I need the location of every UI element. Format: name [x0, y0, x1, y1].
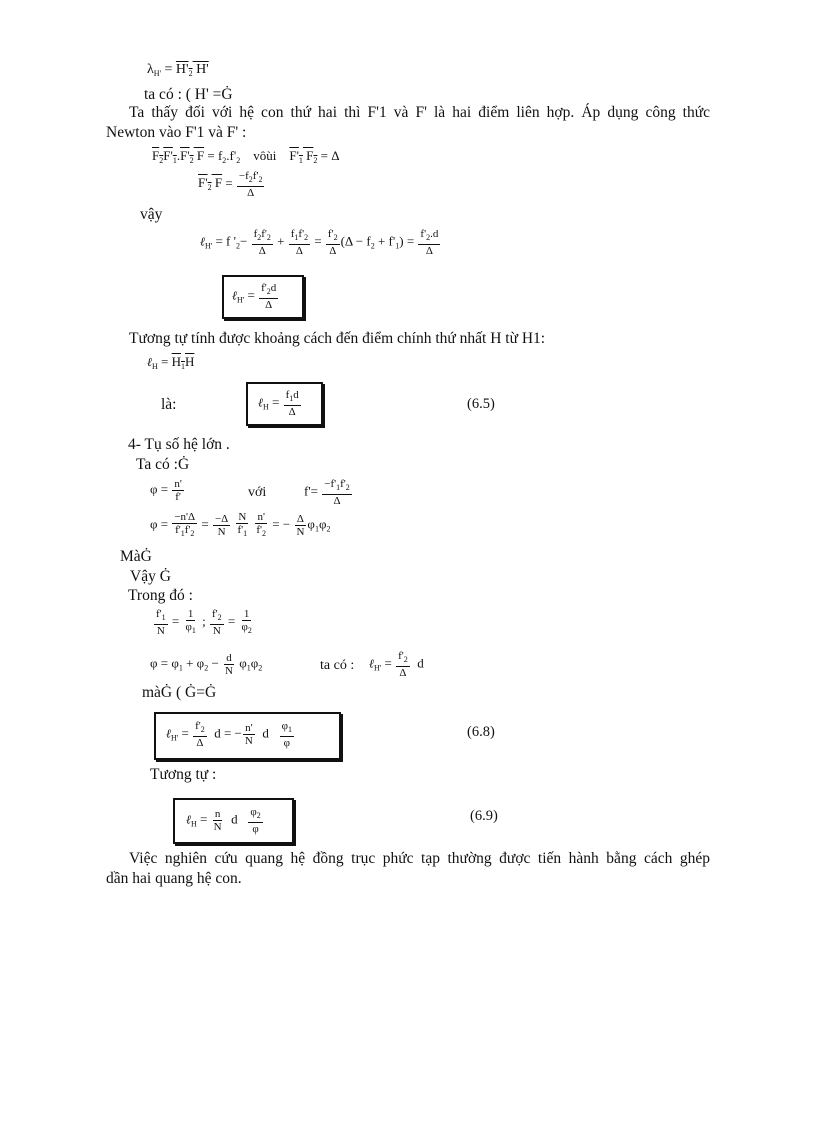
text-taco-2: Ta có :Ġ — [136, 456, 190, 473]
text-vay-2: Vậy Ġ — [130, 568, 171, 585]
text-la: là: — [161, 396, 177, 413]
section-heading-4: 4- Tụ số hệ lớn . — [128, 436, 230, 453]
paragraph-tuong-tu: Tương tự tính được khoảng cách đến điểm chính thứ nhất H từ H1: — [129, 330, 546, 347]
equation-lh-prime-boxed: ℓ$_{H'}$ = $\frac{f'_2d}{\Delta}$ — [232, 282, 277, 311]
text-taco-1: ta có : ( H' =Ġ — [144, 86, 233, 103]
text-voi: với — [248, 485, 267, 500]
text-tuong-tu-2: Tương tự : — [150, 766, 217, 783]
equation-6-9: ℓ$_H$ = $\frac{n}{N}$ d $\frac{\varphi_2}{\varphi}$ — [186, 806, 261, 835]
equation-fprime: f'= $\frac{-f'_1f'_2}{\Delta}$ — [304, 478, 350, 507]
equation-number-6-5: (6.5) — [467, 396, 495, 412]
equation-lh-h1h: ℓ$_H$ = $H_1H$ — [147, 354, 195, 371]
equation-newton: $F_2F'_1.F'_2$ $F = f_2.f'_2$ vôùi $F'_1$ $F_2 = \Delta$ — [152, 148, 340, 165]
text-taco-3: ta có : — [320, 658, 355, 673]
equation-phi: φ = $\frac{n'}{f'}$ — [150, 478, 182, 503]
equation-lh-prime-d: ℓ$_{H'}$ = $\frac{f'_2}{\Delta}$ d — [369, 650, 424, 679]
paragraph-newton-cont: Newton vào F'1 và F' : — [106, 124, 247, 141]
equation-phi-sum: $\varphi = \varphi_1 + \varphi_2$ − $\frac{d}{N}$ $\varphi_1\varphi_2$ — [150, 652, 263, 677]
paragraph-conclusion-cont: dần hai quang hệ con. — [106, 870, 242, 887]
text-vay: vậy — [140, 206, 163, 223]
equation-6-8: ℓ$_{H'}$ = $\frac{f'_2}{\Delta}$ d = − $\frac{n'}{N}$ d $\frac{\varphi_1}{\varphi}$ — [166, 720, 292, 749]
text-trong-do: Trong đó : — [128, 587, 193, 604]
equation-f2f: $F'_2$ F = $\frac{-f_2f'_2}{\Delta}$ — [198, 170, 263, 199]
text-ma-2: màĠ ( Ġ=Ġ — [142, 684, 217, 701]
equation-number-6-8: (6.8) — [467, 724, 495, 740]
paragraph-conclusion: Việc nghiên cứu quang hệ đồng trục phức tạp thường được tiến hành bằng cách ghép — [129, 850, 710, 867]
equation-lh-boxed: ℓ$_H$ = $\frac{f_1d}{\Delta}$ — [258, 389, 299, 418]
equation-lambda: $\lambda_{H'} = H'_2$ H' — [147, 62, 209, 78]
equation-lh-derivation: ℓ$_{H'}$ = f '$_2-$ $\frac{f_2f'_2}{\Delta}$ + $\frac{f_1f'_2}{\Delta}$ = $\frac{f'_2}{\Delta}$ $(\Delta - f_2 + f'_1)$ = $\frac{f'_2.d}{\Delta}$ — [200, 228, 439, 257]
equation-f1-over-n: $\frac{f'_1}{N}$ = $\frac{1}{\varphi_1}$ ; $\frac{f'_2}{N}$ = $\frac{1}{\varphi_2}$ — [156, 608, 252, 637]
paragraph-newton: Ta thấy đối với hệ con thứ hai thì F'1 và F' là hai điểm liên hợp. Áp dụng công thức — [129, 104, 710, 121]
text-voi-garbled: vôùi — [253, 148, 277, 163]
equation-phi-expanded: φ = $\frac{-n'\Delta}{f'_1f'_2}$ = $\frac{-\Delta}{N}$ $\frac{N}{f'_1}$ $\frac{n'}{f'_2}$ = − $\frac{\Delta}{N}$ $\varphi_1\varphi_2$ — [150, 511, 331, 538]
equation-number-6-9: (6.9) — [470, 808, 498, 824]
text-ma: MàĠ — [120, 548, 152, 565]
